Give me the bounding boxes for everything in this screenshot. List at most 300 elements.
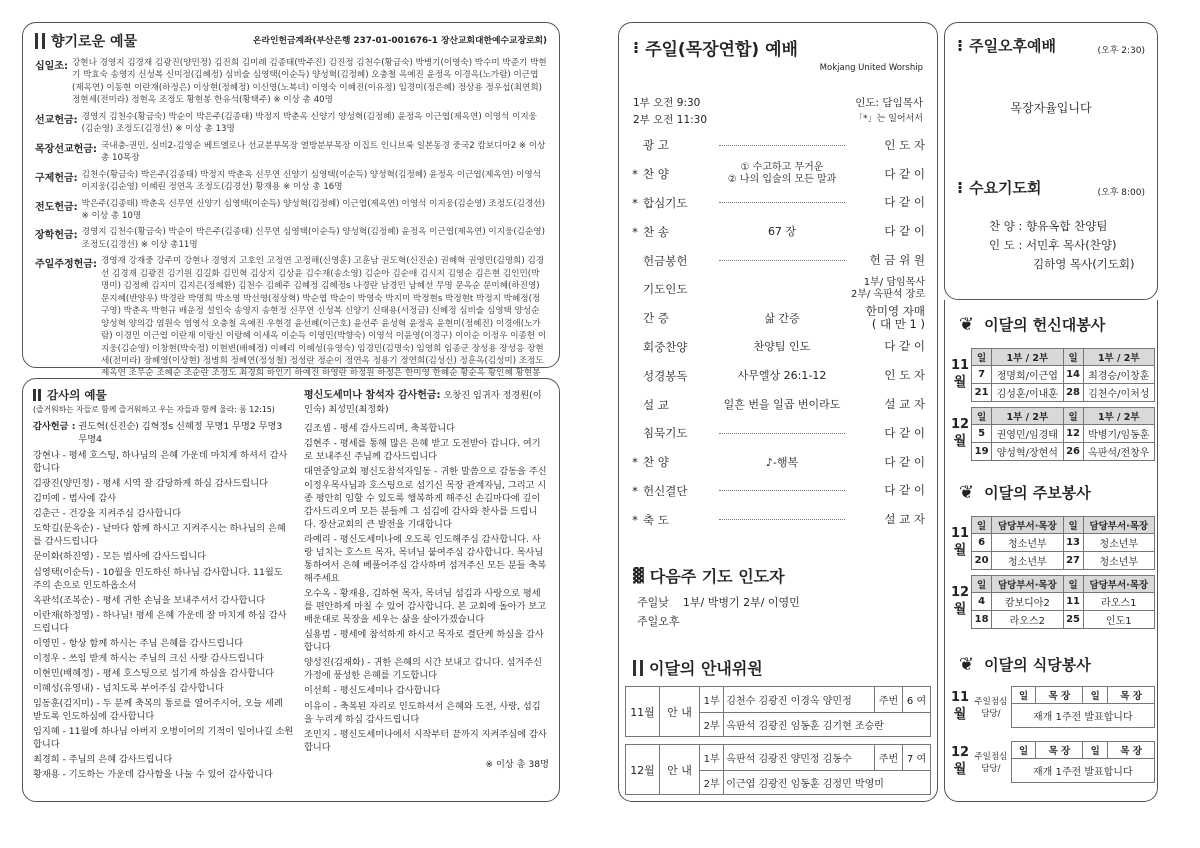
seminar-intro: 오창진 임귀자 정경원(이인숙) 최성민(최정화) <box>303 390 542 416</box>
schedule-head-row <box>949 349 1155 366</box>
thanks-name: 이유이 - <box>303 700 340 712</box>
schedule-name: 박병기/임동훈 <box>1083 425 1154 443</box>
worship-order-item <box>619 189 937 218</box>
standing-mark: * <box>632 195 638 210</box>
thanks-text: 평신도세미나에서 시작부터 끝까지 지켜주심에 감사합니다 <box>303 728 547 753</box>
week-head: 일 <box>1011 742 1036 759</box>
order-label: 회중찬양 <box>643 339 688 354</box>
month-label: 12 월 <box>951 745 970 777</box>
thanks-item <box>33 609 294 635</box>
usher-part: 2부 <box>700 713 724 737</box>
cafeteria-text: 재개 1주전 발표합니다 <box>1011 759 1154 783</box>
thanks-item <box>33 492 294 505</box>
dotted-leader-line <box>719 433 845 434</box>
thanks-item <box>304 437 549 463</box>
offering-names: 강현나 경영지 김경재 김광진(양민정) 김진희 김미례 김종태(박주진) 김진정 김천수(황금숙) 박병기(이영숙) 박수미 박준기 박현기 박효숙 송영지 신성복 신미정(김혜정) 심비술 심영택(이순득) 양성혁(김정혜) 오충철 옥예진 윤정옥 이경옥(노가람) 이근엽(제옥연) 이동현 이란재(하정은) 이상현(정혜정) 이신영(노복녀) 이영숙 이혜진(이유정) 임경미(정은혜) 정상용 정우섭(최연희) 정현세(전미라) 정현옥 조정도 황현봉 한유석(황택주) ※ 이상 총 40명 <box>71 58 547 106</box>
usher-part: 1부 <box>700 745 724 771</box>
section-dots-icon: ⁝ <box>633 37 640 57</box>
thanks-text: 두 분께 축복의 통로를 열어주시어, 오늘 세례 받도록 인도하심에 감사합니다 <box>33 698 283 723</box>
part-head: 담당부서·목장 <box>992 576 1063 593</box>
schedule-day: 21 <box>972 384 992 402</box>
bulletin-table <box>949 516 1155 629</box>
order-content: 사무엘상 26:1-12 <box>737 369 827 383</box>
thanks-text: 평신도세미나에 오도록 인도해주심 감사합니다. 사랑 넘치는 호스트 목자, 목녀님 붙여주심 감사합니다. 목사님 통하여서 은혜 베풀어주심 감사하며 섬겨주신 모든 분들 축복해주세요 <box>303 533 547 584</box>
thanks-text: 하나님! 평세 은혜 가운데 잘 마치게 하심 감사드립니다 <box>33 609 287 634</box>
thanks-item <box>304 700 549 726</box>
wed-praise: 찬 양 : 향유옥합 찬양팀 <box>989 219 1108 233</box>
schedule-day: 5 <box>972 425 992 443</box>
offering-names: 경영지 김천수(황금숙) 박순이 박은주(김종태) 박정지 박춘옥 신양기 양성혁(김정혜) 윤정옥 이근엽(제옥연) 이영석 이지웅(김순영) 조정도(김경선) ※ 이상 총 13명 <box>81 111 537 135</box>
wed-lead-2: 김하영 목사(기도회) <box>1033 256 1135 271</box>
thanks-name: 라예리 - <box>303 533 340 545</box>
thanks-name: 문이화(하진영) - <box>33 551 103 563</box>
dedication-table <box>949 348 1155 461</box>
thanks-text: 평세 호스팅으로 섬기게 하심을 감사합니다 <box>102 667 275 679</box>
afternoon-box <box>944 22 1158 300</box>
standing-mark: * <box>632 512 638 527</box>
thanks-offering-label: 감사헌금 : <box>33 420 76 432</box>
worship-order-item <box>619 390 937 419</box>
afternoon-title: 주일오후예배 <box>969 37 1057 55</box>
cafeteria-text: 재개 1주전 발표합니다 <box>1011 704 1154 728</box>
order-content: 삶 간증 <box>764 311 800 325</box>
part-head: 담당부서·목장 <box>1083 576 1154 593</box>
thanks-text: 11월에 하나님 아버지 오병이어의 기적이 일어나길 소원합니다 <box>33 726 294 751</box>
schedule-name: 김천수/이처성 <box>1083 384 1154 402</box>
thanks-text: 평세 감사드리며, 축복합니다 <box>339 423 456 435</box>
usher-row <box>626 745 931 771</box>
usher-role: 안 내 <box>660 687 700 737</box>
thanks-name: 오수옥 - <box>303 588 340 599</box>
online-account: 온라인헌금계좌(부산은행 237-01-001676-1 장산교회대한예수교장로회) <box>252 35 547 46</box>
thanks-item <box>304 465 549 530</box>
usher-role: 안 내 <box>660 745 700 795</box>
dotted-leader-line <box>719 519 845 520</box>
schedule-day: 6 <box>972 534 992 552</box>
offering-label: 목장선교헌금: <box>35 143 97 155</box>
thanks-name: 임지혜 - <box>33 726 69 738</box>
thanks-subtitle: (즐거워하는 자들로 함께 즐거워하고 우는 자들과 함께 울라: 롬 12:15) <box>33 405 275 414</box>
afternoon-text: 목장자율입니다 <box>1010 101 1092 115</box>
wed-time: (오후 8:00) <box>1097 188 1145 198</box>
thanks-offering-names: 권도혁(신진순) 김혁정s 신혜정 무명1 무명2 무명3 무명4 <box>78 420 283 445</box>
offering-list <box>35 57 547 392</box>
standing-mark: * <box>632 455 638 470</box>
order-label: 헌금봉헌 <box>643 253 688 268</box>
worship-order-item <box>619 419 937 448</box>
wed-title-wrap <box>957 177 1042 198</box>
thanks-name: 도학길(문옥순) - <box>33 523 103 535</box>
order-content: ① 수고하고 무거운 ② 나의 입술의 모든 말과 <box>727 162 837 186</box>
cafeteria-side-label: 주일점심 담당/ <box>974 752 1008 774</box>
thanks-item <box>304 422 549 435</box>
thanks-name: 대연중앙교회 평신도참석자일동 - <box>303 466 441 478</box>
thanks-name: 이정우 - <box>33 652 69 664</box>
thanks-total: ※ 이상 총 38명 <box>485 758 549 770</box>
worship-time-2: 2부 오전 11:30 <box>633 113 708 126</box>
part-head: 1부 / 2부 <box>992 349 1063 366</box>
thanks-name: 최경희 - <box>33 754 69 766</box>
part-head: 1부 / 2부 <box>1083 408 1154 425</box>
month-label: 12 월 <box>951 417 970 449</box>
part-head: 담당부서·목장 <box>1083 517 1154 534</box>
schedule-name: 라오스2 <box>992 611 1063 629</box>
next-and-usher-box <box>618 550 938 802</box>
thanks-item <box>304 533 549 585</box>
schedule-day: 4 <box>972 593 992 611</box>
thanks-text: 항상 함께 하시는 주님 은혜를 감사드립니다 <box>68 637 244 649</box>
cafeteria-title: 이달의 식당봉사 <box>984 656 1091 674</box>
wed-lead: 인 도 : 서민후 목사(찬양) <box>989 237 1117 252</box>
order-content: 일흔 번을 일곱 번이라도 <box>723 397 841 411</box>
thanks-text: 넘치도록 부어주심 감사합니다 <box>102 683 224 695</box>
week-head: 일 <box>972 408 992 425</box>
offering-names: 박은주(김종태) 박춘옥 신무연 신양기 심영택(이순득) 양성혁(김정혜) 이근엽(제옥연) 이영석 이지웅(김순영) 조정도(김경선) ※ 이상 총 10명 <box>81 198 545 221</box>
thanks-name: 이선희 - <box>303 685 340 697</box>
heart-icon: ❦ <box>959 481 975 503</box>
worship-order-item <box>619 275 937 304</box>
offering-row <box>35 255 547 392</box>
thanks-text: 귀한 은혜의 시간 보내고 갑니다. 섬겨주신 가정에 풍성한 은혜를 기도합니다 <box>303 657 542 682</box>
order-label: 찬 송 <box>643 224 669 239</box>
thanks-name: 임동훈(김지미) - <box>33 698 103 710</box>
thanks-text: 평신도세미나 감사합니다 <box>339 685 441 697</box>
thanks-right-column <box>304 387 549 793</box>
thanks-text: 날마다 함께 하시고 지켜주시는 하나님의 은혜를 감사드립니다 <box>33 523 286 548</box>
thanks-text: 주님의 은혜 감사드립니다 <box>68 754 173 766</box>
standing-mark: * <box>632 224 638 239</box>
offering-label: 십일조: <box>35 61 68 72</box>
schedule-name: 청소년부 <box>992 534 1063 552</box>
usher-names: 김천수 김광진 이경옥 양민정 <box>724 687 875 713</box>
thanks-item <box>33 522 294 548</box>
order-label: 찬 양 <box>643 455 669 470</box>
thanks-item <box>33 637 294 650</box>
schedule-name: 캄보디아2 <box>992 593 1063 611</box>
thanks-name: 이란재(하정영) - <box>33 609 103 621</box>
bulletin-title-wrap <box>959 482 1091 503</box>
usher-week-label: 주번 <box>874 745 902 771</box>
thanks-item <box>33 667 294 680</box>
thanks-item <box>33 449 294 475</box>
thanks-text: 모든 범사에 감사드립니다 <box>102 551 207 563</box>
offerings-box <box>22 22 560 379</box>
thanks-text: 평세 호스팅, 하나님의 은혜 가운데 마치게 하셔서 감사합니다 <box>33 450 288 475</box>
usher-names: 옥판석 김광진 임동훈 김기현 조승란 <box>724 713 931 737</box>
thanks-text: 10월을 인도하신 하나님 감사합니다. 11월도 주의 손으로 인도하옵소서 <box>33 566 283 591</box>
week-head: 일 <box>1063 517 1083 534</box>
offering-label: 선교헌금: <box>35 114 78 126</box>
order-label: 찬 양 <box>643 167 669 182</box>
offering-row <box>35 57 547 107</box>
worship-order-item <box>619 477 937 506</box>
month-label: 11 월 <box>951 358 970 390</box>
cafeteria-head-row <box>949 742 1155 759</box>
order-leader: 한미영 자매 ( 대 만 1 ) <box>865 303 925 332</box>
thanks-item <box>304 628 549 654</box>
thanks-text: 평세 귀한 손님을 보내주셔서 감사합니다 <box>102 594 266 606</box>
schedule-row <box>949 552 1155 570</box>
worship-order-item <box>619 304 937 333</box>
thanks-name: 심영택(이순득) - <box>33 566 103 578</box>
schedule-day: 27 <box>1063 552 1083 570</box>
offering-label: 구제헌금: <box>35 172 78 184</box>
thanks-list <box>33 449 294 781</box>
thanks-item <box>304 587 549 626</box>
thanks-name: 이현민(배혜정) - <box>33 667 103 679</box>
schedule-name: 청소년부 <box>1083 534 1154 552</box>
week-head: 일 <box>1063 349 1083 366</box>
thanks-text: 황재용, 김하현 목자, 목녀님 섬김과 사랑으로 평세를 편안하게 마칠 수 있어 감사합니다. 본 교회에 돌아가 보고 배운대로 목장을 세우는 삶을 살아가겠습니다 <box>303 588 547 626</box>
schedule-day: 14 <box>1063 366 1083 384</box>
cafeteria-table <box>949 686 1155 783</box>
cafeteria-head-row <box>949 687 1155 704</box>
thanks-title: 감사의 예물 <box>47 388 107 402</box>
offering-row <box>35 198 547 223</box>
dotted-leader-line <box>719 260 845 261</box>
thanks-name: 김조셉 - <box>303 423 340 435</box>
offerings-title-wrap <box>35 31 137 51</box>
thanks-name: 조민지 - <box>303 728 340 740</box>
mokjang-head: 목 장 <box>1108 742 1155 759</box>
offering-label: 주일주정헌금: <box>35 259 97 271</box>
cafeteria-side-label: 주일점심 담당/ <box>974 697 1008 719</box>
heart-icon: ❦ <box>959 313 975 335</box>
section-dots-icon: ⁝ <box>957 177 964 197</box>
order-leader: 다 같 이 <box>884 483 925 498</box>
order-content: 67 장 <box>767 225 797 239</box>
order-leader: 설 교 자 <box>884 512 925 527</box>
order-label: 기도인도 <box>643 282 688 297</box>
order-leader: 다 같 이 <box>884 339 925 354</box>
standing-mark: * <box>632 167 638 182</box>
schedule-name: 청소년부 <box>1083 552 1154 570</box>
order-leader: 다 같 이 <box>884 224 925 239</box>
week-head: 일 <box>1063 576 1083 593</box>
thanks-item <box>33 697 294 723</box>
schedule-name: 양성혁/장현석 <box>992 443 1063 461</box>
worship-time-1: 1부 오전 9:30 <box>633 97 701 109</box>
schedule-day: 25 <box>1063 611 1083 629</box>
next-prayer-title-wrap <box>633 564 785 587</box>
next-prayer-title: 다음주 기도 인도자 <box>649 567 785 586</box>
schedule-day: 11 <box>1063 593 1083 611</box>
cafeteria-spacer <box>949 728 1155 742</box>
schedule-head-row <box>949 517 1155 534</box>
thanks-name: 이혜성(유영내) - <box>33 683 103 695</box>
offering-names: 국내충-권민, 실비2-김영순 베트엘로나 선교분부목장 열방분부목장 이집트 인니브룩 일본동경 중국2 캄보디아2 ※ 이상 총 10목장 <box>100 140 546 164</box>
thanks-text: 평세에 참석하게 하시고 목자로 결단케 하심을 감사합니다 <box>303 629 544 654</box>
offering-row <box>35 226 547 251</box>
order-leader: 다 같 이 <box>884 195 925 210</box>
worship-order-item <box>619 333 937 362</box>
bulletin-title: 이달의 주보봉사 <box>984 484 1091 502</box>
schedule-day: 12 <box>1063 425 1083 443</box>
usher-title: 이달의 안내위원 <box>649 659 763 678</box>
thanks-box <box>22 378 560 802</box>
dotted-leader-line <box>719 490 845 491</box>
week-head: 일 <box>972 517 992 534</box>
mokjang-head: 목 장 <box>1108 687 1155 704</box>
order-leader: 인 도 자 <box>884 368 925 383</box>
schedule-day: 19 <box>972 443 992 461</box>
thanks-name: 김광진(양민정) - <box>33 478 103 490</box>
schedule-row <box>949 443 1155 461</box>
offering-names: 김천수(황금숙) 박은주(김종태) 박정지 박춘옥 신무연 신양기 심영택(이순득) 양성혁(김정혜) 윤정옥 이근엽(제옥연) 이영석 이지웅(김순영) 이혜린 정연옥 조정도(김경선) 황재용 ※ 이상 총 16명 <box>81 169 541 193</box>
usher-title-wrap <box>633 656 763 679</box>
worship-leader-label: 인도: 담임목사 <box>855 97 923 109</box>
usher-week-label: 주번 <box>874 687 902 713</box>
month-label: 12 월 <box>951 585 970 617</box>
offerings-title: 향기로운 예물 <box>51 34 138 50</box>
afternoon-time: (오후 2:30) <box>1097 46 1145 56</box>
worship-order-item <box>619 361 937 390</box>
schedule-name: 김성훈/이내훈 <box>992 384 1063 402</box>
offering-row <box>35 140 547 165</box>
dedication-box <box>944 300 1158 802</box>
order-content: ♪-행복 <box>765 455 799 469</box>
usher-names: 이근엽 김광진 임동훈 김정민 박영미 <box>724 771 931 795</box>
usher-week: 6 여 <box>903 687 931 713</box>
thanks-text: 귀한 말씀으로 감동을 주신 이정우목사님과 호스팅으로 섬기신 목장 관계자님, 그리고 시종 평안히 임할 수 있도록 행복하게 해주신 손길마다에 깊이 감사드리오며 모든 분들께 그 섬김에 감사와 찬사를 드립니다. 장산교회의 큰 발전을 기대합니다 <box>303 466 547 530</box>
usher-table <box>625 686 931 795</box>
usher-spacer-cell <box>626 737 931 745</box>
usher-names: 옥판석 김광진 양민정 김동수 <box>724 745 875 771</box>
thanks-item <box>304 656 549 682</box>
next-prayer-icon: ▓ <box>633 567 644 584</box>
week-head: 일 <box>1011 687 1036 704</box>
seminar-title: 평신도세미나 참석자 감사헌금: <box>303 390 441 401</box>
worship-order-item <box>619 160 937 189</box>
thanks-text: 평세 시역 잘 감당하게 하심 감사드립니다 <box>102 478 269 490</box>
seminar-list <box>304 422 549 754</box>
next-sunday-label: 주일낮 <box>637 596 669 609</box>
schedule-day: 28 <box>1063 384 1083 402</box>
section-bar-icon <box>35 33 45 49</box>
schedule-name: 청소년부 <box>992 552 1063 570</box>
schedule-name: 인도1 <box>1083 611 1154 629</box>
week-head: 일 <box>1083 687 1108 704</box>
offering-label: 장학헌금: <box>35 230 78 242</box>
order-label: 성경봉독 <box>643 368 688 383</box>
schedule-head-row <box>949 576 1155 593</box>
order-leader: 다 같 이 <box>884 454 925 469</box>
thanks-item <box>33 566 294 592</box>
cafeteria-title-wrap <box>959 654 1091 675</box>
schedule-row <box>949 611 1155 629</box>
schedule-name: 최경승/이창훈 <box>1083 366 1154 384</box>
part-head: 담당부서·목장 <box>992 517 1063 534</box>
schedule-row <box>949 366 1155 384</box>
worship-order-item <box>619 217 937 246</box>
schedule-row <box>949 534 1155 552</box>
week-head: 일 <box>1083 742 1108 759</box>
thanks-item <box>33 594 294 607</box>
month-label: 11 월 <box>951 690 970 722</box>
schedule-row <box>949 593 1155 611</box>
worship-subtitle: Mokjang United Worship <box>819 63 923 73</box>
order-content: 1부/ 담임목사 2부/ 옥판석 장로 <box>850 277 925 301</box>
thanks-item <box>304 684 549 697</box>
schedule-day: 7 <box>972 366 992 384</box>
wed-title: 수요기도회 <box>969 179 1042 197</box>
order-label: 합심기도 <box>643 195 688 210</box>
thanks-item <box>33 768 294 781</box>
worship-order-item <box>619 448 937 477</box>
thanks-text: 평세를 통해 많은 은혜 받고 도전받아 갑니다. 여기로 보내주신 주님께 감사드립니다 <box>303 438 541 463</box>
schedule-name: 정명희/이근엽 <box>992 366 1063 384</box>
thanks-text: 건강을 지켜주심 감사합니다 <box>68 508 182 520</box>
afternoon-title-wrap <box>957 35 1056 56</box>
worship-order-item <box>619 505 937 534</box>
mokjang-head: 목 장 <box>1036 687 1083 704</box>
week-head: 일 <box>972 576 992 593</box>
dedication-title-wrap <box>959 314 1105 335</box>
order-content: 찬양팀 인도 <box>753 340 811 354</box>
thanks-name: 옥판석(조복순) - <box>33 594 103 606</box>
schedule-name: 옥판석/전창우 <box>1083 443 1154 461</box>
worship-box <box>618 22 938 572</box>
worship-order-item <box>619 131 937 160</box>
section-bar-icon <box>633 660 643 676</box>
standing-mark: * <box>632 483 638 498</box>
dotted-leader-line <box>719 145 845 146</box>
schedule-row <box>949 384 1155 402</box>
usher-month: 11월 <box>626 687 660 737</box>
thanks-name: 양성진(김재화) - <box>303 657 374 669</box>
worship-title: 주일(목장연합) 예배 <box>645 40 798 60</box>
usher-month: 12월 <box>626 745 660 795</box>
section-bar-icon <box>33 389 41 401</box>
thanks-item <box>33 550 294 563</box>
thanks-name: 심용범 - <box>303 629 340 641</box>
mokjang-head: 목 장 <box>1036 742 1083 759</box>
worship-title-wrap <box>633 35 798 60</box>
thanks-name: 김춘근 - <box>33 508 69 520</box>
offering-names: 경영재 강재중 강주미 강현나 경영지 고호인 고정연 고정해(신영훈) 고훈남 권도혁(신진순) 권혜혁 권영민(김명희) 김경선 김경재 김광진 김기원 김길화 김민혁 김상지 김상윤 김수재(송소영) 김순아 김순애 김시지 김영순 김은현 김인민(박명미) 김정혜 김지미 김지은(정혜환) 김천수 김혜주 김혜정 김혜정s 나경란 남경민 남혜선 무명 문옥순 문미혜(하진영) 문지혜(반양우) 박경란 박명희 박소영 박선영(정상혁) 박순엽 박순이 박영숙 박지미 박정현s 박정현t 박정지 박혜정(정구영) 박춘옥 박현규 배운정 설인숙 송영지 송현정 신무연 신성복 신양기 신태용(서정금) 신혜정 심비술 심영택 양성순 양성혁 양의갑 염원숙 염영석 오충철 옥예진 우현경 윤선혜(이근호) 윤선주 윤성혁 윤정옥 윤현미(정혜진) 이경애(노가람) 이경민 이근엽 이란재 이랑신 이랑혜 이세옥 이순득 이영민(박향숙) 이영석 이윤영(이경구) 이이순 이정우 이종헌 이지웅(김순영) 이창현(박숙정) 이현변(배혜정) 이혜리 이혜성(유영숙) 임경민(김명숙) 임영희 임종군 장성용 장성응 장현세(전미라) 장혜영(이상현) 정병희 정혜연(정성철) 정성란 정순이 정연옥 정용기 정연희(김성신) 정훈옥(김성미) 조정도 제옥연 조무순 조혜순 조순란 조정도 최경희 하인기 하예진 하영란 하정원 하정은 한미영 한혜순 황순옥 황인혜 황현봉 <box>100 256 547 379</box>
week-head: 일 <box>972 349 992 366</box>
offering-row <box>35 169 547 194</box>
order-label: 간 증 <box>643 311 669 326</box>
schedule-head-row <box>949 408 1155 425</box>
order-leader: 설 교 자 <box>884 396 925 411</box>
cafeteria-spacer-cell <box>949 728 1155 742</box>
thanks-item <box>304 728 549 754</box>
order-leader: 다 같 이 <box>884 166 925 181</box>
thanks-item <box>33 725 294 751</box>
part-head: 1부 / 2부 <box>1083 349 1154 366</box>
thanks-item <box>33 477 294 490</box>
thanks-name: 황재용 - <box>33 769 69 781</box>
part-head: 1부 / 2부 <box>992 408 1063 425</box>
order-label: 설 교 <box>643 397 669 412</box>
month-label: 11 월 <box>951 526 970 558</box>
next-sunday-leaders: 1부/ 박병기 2부/ 이영민 <box>682 596 800 609</box>
usher-spacer <box>626 737 931 745</box>
schedule-row <box>949 425 1155 443</box>
order-label: 침묵기도 <box>643 426 688 441</box>
order-leader: 헌 금 위 원 <box>869 252 925 267</box>
order-label: 축 도 <box>643 512 669 527</box>
thanks-item <box>33 753 294 766</box>
usher-part: 2부 <box>700 771 724 795</box>
schedule-day: 18 <box>972 611 992 629</box>
usher-week: 7 여 <box>903 745 931 771</box>
thanks-item <box>33 652 294 665</box>
thanks-text: 범사에 감사 <box>68 493 117 505</box>
section-dots-icon: ⁝ <box>957 35 964 55</box>
heart-icon: ❦ <box>959 653 975 675</box>
